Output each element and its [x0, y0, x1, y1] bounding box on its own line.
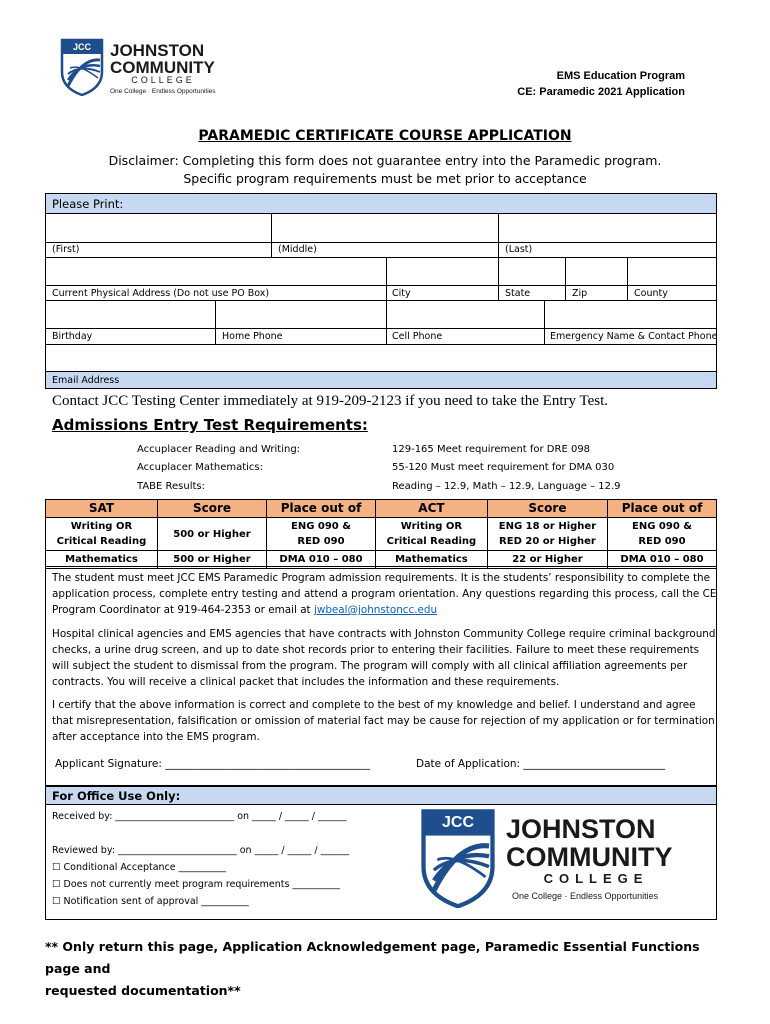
test-score-table — [45, 499, 717, 569]
header-program: EMS Education Program — [556, 70, 685, 82]
header-info — [517, 68, 685, 100]
header-application: CE: Paramedic 2021 Application — [517, 86, 685, 98]
logo-line-johnston: JOHNSTON — [110, 41, 205, 60]
emblem-text: JCC — [72, 42, 91, 52]
table-cell: ENG 090 & RED 090 — [267, 518, 376, 551]
cell-phone-label: Cell Phone — [392, 331, 443, 342]
received-by-field[interactable]: Received by: _________________________ on _____ / _____ / ______ — [52, 811, 347, 822]
county-label: County — [634, 288, 668, 299]
emergency-contact-input[interactable] — [545, 301, 716, 327]
birthday-input[interactable] — [46, 301, 214, 327]
contact-testing-center: Contact JCC Testing Center immediately at 919-209-2123 if you need to take the Entry Test. — [52, 393, 608, 409]
city-label: City — [392, 288, 411, 299]
logo-tagline: One College · Endless Opportunities — [110, 88, 216, 95]
conditional-acceptance-checkbox[interactable]: ☐ Conditional Acceptance __________ — [52, 862, 227, 873]
zip-input[interactable] — [566, 258, 626, 284]
please-print-bar — [45, 193, 717, 214]
address-label: Current Physical Address (Do not use PO Box) — [52, 288, 270, 299]
table-cell: DMA 010 – 080 — [608, 551, 717, 569]
state-input[interactable] — [499, 258, 564, 284]
requirements-text: The student must meet JCC EMS Paramedic Program admission requirements. It is the students’ responsibility to complete the application process, complete entry testing and attend a program orientation. Any questions regarding this process, call the CE Program Coordinator at 919-464-2353 or email at — [52, 572, 717, 616]
logo-large-johnston: JOHNSTON — [506, 814, 656, 844]
home-phone-label: Home Phone — [222, 331, 283, 342]
table-cell: ENG 18 or Higher RED 20 or Higher — [487, 518, 607, 551]
return-instructions-line-2: requested documentation** — [45, 983, 241, 998]
please-print-label: Please Print: — [52, 197, 124, 211]
not-meet-requirements-checkbox[interactable]: ☐ Does not currently meet program requirements __________ — [52, 879, 340, 890]
disclaimer-line-1: Disclaimer: Completing this form does not guarantee entry into the Paramedic program. — [108, 153, 662, 168]
clinical-paragraph: Hospital clinical agencies and EMS agencies that have contracts with Johnston Community College require criminal background checks, a urine drug screen, and up to date shot records prior to entering their facilities. Failure to meet these requirements will subject the student to dismissal from the program. The program will comply with all clinical affiliation agreements per contracts. You will receive a clinical packet that includes the information and these requirements. — [52, 628, 716, 688]
page-title: PARAMEDIC CERTIFICATE COURSE APPLICATION — [198, 128, 572, 144]
logo-large-community: COMMUNITY — [506, 842, 673, 872]
req-label-3: TABE Results: — [137, 481, 206, 492]
return-instructions-line-1: ** Only return this page, Application Acknowledgement page, Paramedic Essential Functions page and — [45, 939, 700, 976]
last-name-input[interactable] — [499, 214, 716, 241]
birthday-label: Birthday — [52, 331, 93, 342]
req-value-1: 129-165 Meet requirement for DRE 098 — [392, 444, 591, 455]
table-cell: 500 or Higher — [157, 518, 266, 551]
disclaimer-line-2: Specific program requirements must be met prior to acceptance — [183, 171, 587, 186]
table-header-row — [46, 500, 717, 518]
emergency-label: Emergency Name & Contact Phone — [550, 331, 718, 342]
logo-large-tagline: One College · Endless Opportunities — [512, 891, 659, 901]
table-cell: DMA 010 – 080 — [267, 551, 376, 569]
logo-line-college: COLLEGE — [131, 75, 195, 85]
cell-phone-input[interactable] — [387, 301, 543, 327]
last-label: (Last) — [505, 244, 533, 255]
req-label-1: Accuplacer Reading and Writing: — [137, 444, 301, 455]
certification-paragraph: I certify that the above information is correct and complete to the best of my knowledge and belief. I understand and agree that misrepresentation, falsification or omission of material fact may be cause for rejection of my application or for termination after acceptance into the EMS program. — [52, 699, 715, 743]
table-row — [46, 518, 717, 551]
th-act-score: Score — [487, 500, 607, 518]
office-use-bar — [45, 786, 717, 805]
table-cell: ENG 090 & RED 090 — [608, 518, 717, 551]
email-input[interactable] — [46, 345, 716, 371]
middle-label: (Middle) — [278, 244, 317, 255]
county-input[interactable] — [628, 258, 716, 284]
logo-line-community: COMMUNITY — [110, 58, 215, 77]
notification-sent-checkbox[interactable]: ☐ Notification sent of approval __________ — [52, 896, 249, 907]
th-act: ACT — [375, 500, 487, 518]
address-input[interactable] — [46, 258, 385, 284]
table-cell: Writing OR Critical Reading — [375, 518, 487, 551]
email-label: Email Address — [52, 375, 120, 386]
office-use-heading: For Office Use Only: — [52, 789, 181, 803]
table-cell: 500 or Higher — [157, 551, 266, 569]
zip-label: Zip — [572, 288, 588, 299]
email-bar — [45, 371, 717, 389]
emblem-large-text: JCC — [441, 814, 474, 831]
college-logo-large — [420, 808, 700, 910]
state-label: State — [505, 288, 531, 299]
req-value-2: 55-120 Must meet requirement for DMA 030 — [392, 462, 615, 473]
city-input[interactable] — [387, 258, 497, 284]
th-act-place: Place out of — [608, 500, 717, 518]
college-logo — [60, 38, 220, 98]
table-cell: Mathematics — [46, 551, 158, 569]
th-sat: SAT — [46, 500, 158, 518]
first-label: (First) — [52, 244, 80, 255]
first-name-input[interactable] — [46, 214, 270, 241]
logo-large-college: COLLEGE — [543, 871, 649, 886]
table-cell: Mathematics — [375, 551, 487, 569]
table-cell: 22 or Higher — [487, 551, 607, 569]
middle-name-input[interactable] — [272, 214, 497, 241]
req-value-3: Reading – 12.9, Math – 12.9, Language – 12.9 — [392, 481, 621, 492]
application-date-field[interactable]: Date of Application: ___________________________ — [416, 758, 666, 770]
th-sat-place: Place out of — [267, 500, 376, 518]
applicant-signature-field[interactable]: Applicant Signature: _______________________________________ — [55, 758, 370, 770]
return-instructions — [45, 936, 725, 1002]
requirements-paragraph — [52, 570, 717, 618]
th-sat-score: Score — [157, 500, 266, 518]
home-phone-input[interactable] — [216, 301, 385, 327]
disclaimer — [0, 152, 770, 188]
coordinator-email-link[interactable]: jwbeal@johnstoncc.edu — [313, 604, 438, 616]
table-cell: Writing OR Critical Reading — [46, 518, 158, 551]
req-label-2: Accuplacer Mathematics: — [137, 462, 264, 473]
admissions-heading: Admissions Entry Test Requirements: — [52, 416, 368, 434]
reviewed-by-field[interactable]: Reviewed by: _________________________ on _____ / _____ / ______ — [52, 845, 350, 856]
